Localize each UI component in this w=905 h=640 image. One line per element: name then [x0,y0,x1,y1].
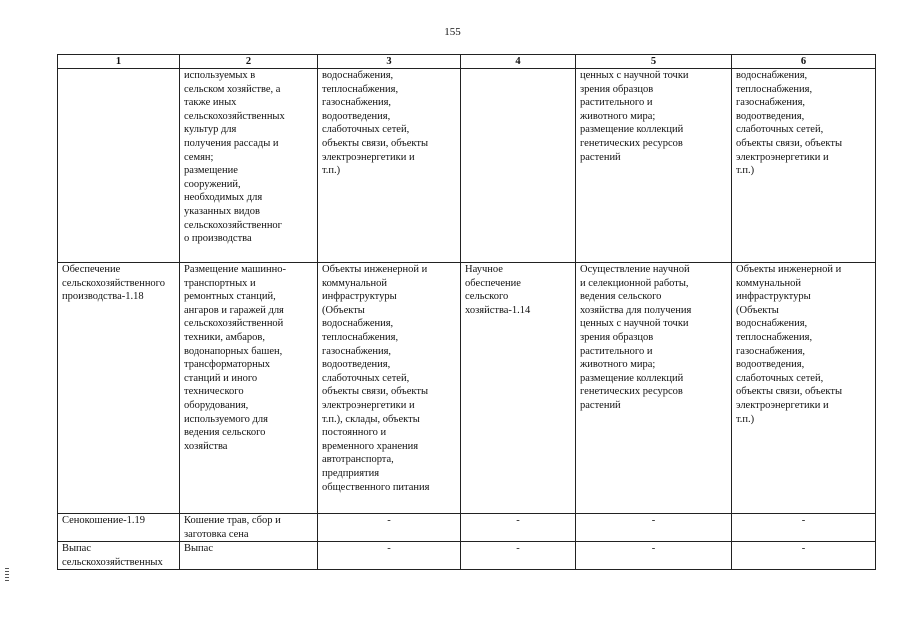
table-header-row [58,55,876,69]
conditional-description-cell: ценных с научной точки зрения образцов растительного и животного мира; размещение коллекций генетических ресурсов растений [576,69,732,263]
use-type-cell: Выпас сельскохозяйственных [58,542,180,570]
auxiliary-objects-cell: - [318,514,461,542]
table-row [58,514,876,542]
auxiliary-objects-cell: - [318,542,461,570]
use-description-cell: используемых в сельском хозяйстве, а также иных сельскохозяйственных культур для получения рассады и семян; размещение сооружений, необходимых для указанных видов сельскохозяйственног о производства [180,69,318,263]
conditional-objects-cell: Объекты инженерной и коммунальной инфраструктуры (Объекты водоснабжения, теплоснабжения, газоснабжения, водоотведения, слаботочных сетей, объекты связи, объекты электроэнергетики и т.п.) [732,263,876,514]
use-description-cell: Размещение машинно- транспортных и ремонтных станций, ангаров и гаражей для сельскохозяйственной техники, амбаров, водонапорных башен, трансформаторных станций и иного технического оборудования, используемого для ведения сельского хозяйства [180,263,318,514]
scan-margin-marks [5,568,9,583]
table-row [58,263,876,514]
conditional-objects-cell: водоснабжения, теплоснабжения, газоснабжения, водоотведения, слаботочных сетей, объекты связи, объекты электроэнергетики и т.п.) [732,69,876,263]
land-use-table [57,54,876,570]
auxiliary-objects-cell: Объекты инженерной и коммунальной инфраструктуры (Объекты водоснабжения, теплоснабжения, газоснабжения, водоотведения, слаботочных сетей, объекты связи, объекты электроэнергетики и т.п.), склады, объекты постоянного и временного хранения автотранспорта, предприятия общественного питания [318,263,461,514]
use-description-cell: Выпас [180,542,318,570]
conditional-description-cell: - [576,542,732,570]
conditional-use-cell: Научное обеспечение сельского хозяйства-1.14 [461,263,576,514]
use-type-cell: Обеспечение сельскохозяйственного производства-1.18 [58,263,180,514]
table-row [58,69,876,263]
conditional-objects-cell: - [732,542,876,570]
column-header: 6 [732,55,876,69]
conditional-objects-cell: - [732,514,876,542]
column-header: 3 [318,55,461,69]
use-type-cell [58,69,180,263]
conditional-use-cell: - [461,542,576,570]
conditional-description-cell: - [576,514,732,542]
page-number: 155 [444,26,461,38]
column-header: 5 [576,55,732,69]
conditional-use-cell [461,69,576,263]
conditional-use-cell: - [461,514,576,542]
column-header: 1 [58,55,180,69]
table-row [58,542,876,570]
conditional-description-cell: Осуществление научной и селекционной работы, ведения сельского хозяйства для получения ценных с научной точки зрения образцов растительного и животного мира; размещение коллекций генетических ресурсов растений [576,263,732,514]
column-header: 2 [180,55,318,69]
use-type-cell: Сенокошение-1.19 [58,514,180,542]
column-header: 4 [461,55,576,69]
use-description-cell: Кошение трав, сбор и заготовка сена [180,514,318,542]
auxiliary-objects-cell: водоснабжения, теплоснабжения, газоснабжения, водоотведения, слаботочных сетей, объекты связи, объекты электроэнергетики и т.п.) [318,69,461,263]
